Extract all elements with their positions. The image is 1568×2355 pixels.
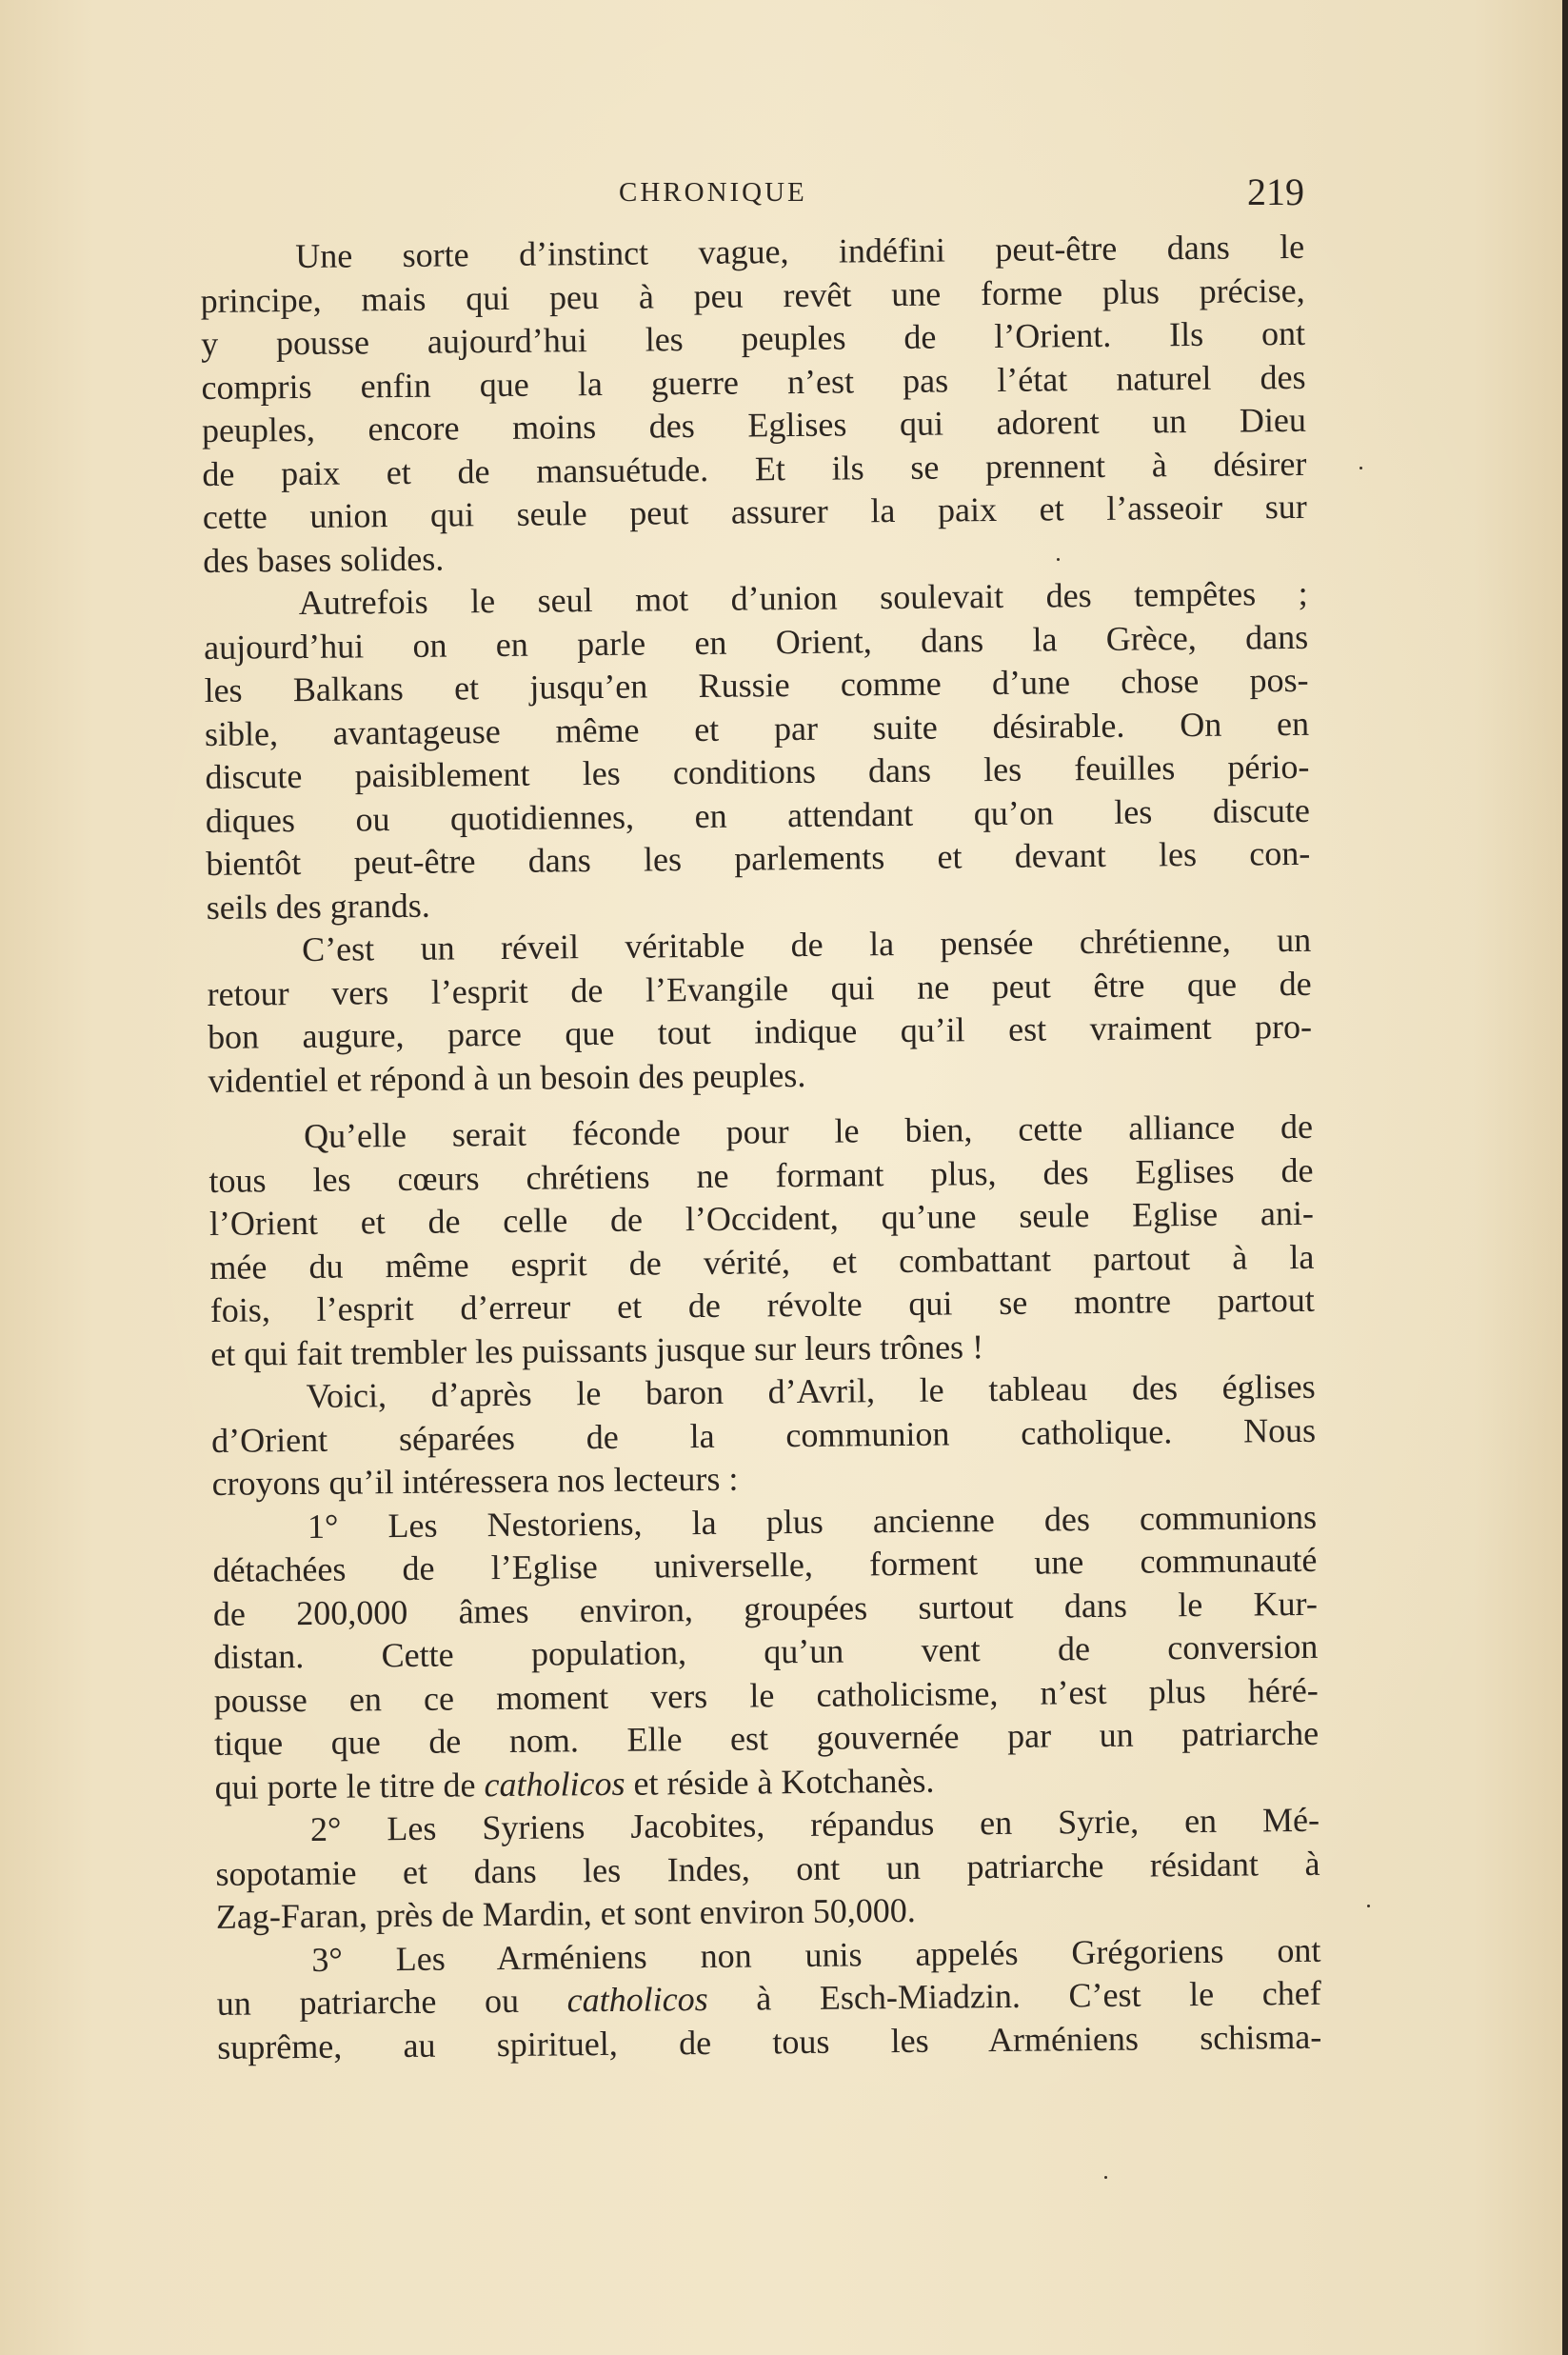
text-line: pousse en ce moment vers le catholicisme, n’est plus héré-: [213, 1670, 1319, 1720]
text-line: Qu’elle serait féconde pour le bien, cette alliance de: [303, 1107, 1314, 1155]
text-line: 2° Les Syriens Jacobites, répandus en Syrie, en Mé-: [309, 1800, 1320, 1848]
text-line: principe, mais qui peu à peu revêt une forme plus précise,: [200, 270, 1305, 320]
text-line: de 200,000 âmes environ, groupées surtout dans le Kur-: [212, 1584, 1319, 1633]
text-line: compris enfin que la guerre n’est pas l’état naturel des: [201, 357, 1306, 407]
text-line: 3° Les Arméniens non unis appelés Grégoriens ont: [311, 1930, 1321, 1979]
text-line: 1° Les Nestoriens, la plus ancienne des communions: [307, 1497, 1318, 1546]
text-line: bientôt peut-être dans les parlements et devant les con-: [206, 833, 1311, 883]
text-line: retour vers l’esprit de l’Evangile qui ne peut être que de: [207, 964, 1312, 1013]
text-span: qui porte le titre de: [214, 1765, 485, 1806]
text-span: et réside à Kotchanès.: [625, 1761, 935, 1803]
text-line: cette union qui seule peut assurer la paix et l’asseoir sur: [202, 487, 1307, 536]
text-line: Zag-Faran, près de Mardin, et sont environ 50,000.: [215, 1890, 916, 1936]
text-line: de paix et de mansuétude. Et ils se prennent à désirer: [202, 444, 1307, 493]
paper-speck: [1367, 1905, 1370, 1907]
text-line: bon augure, parce que tout indique qu’il est vraiment pro-: [207, 1007, 1313, 1056]
text-line: fois, l’esprit d’erreur et de révolte qui se montre partout: [209, 1280, 1315, 1329]
text-line: des bases solides.: [203, 539, 445, 580]
text-line: Autrefois le seul mot d’union soulevait des tempêtes ;: [298, 573, 1308, 623]
text-line: Voici, d’après le baron d’Avril, le tableau des églises: [306, 1367, 1316, 1415]
text-line: sopotamie et dans les Indes, ont un patriarche résidant à: [215, 1844, 1320, 1893]
text-span: un patriarche ou: [216, 1981, 567, 2023]
text-span: à Esch-Miadzin. C’est le chef: [707, 1973, 1321, 2018]
text-line: mée du même esprit de vérité, et combattant partout à la: [209, 1237, 1315, 1287]
text-line: Une sorte d’instinct vague, indéfini peut-être dans le: [295, 227, 1305, 276]
text-line: peuples, encore moins des Eglises qui adorent un Dieu: [201, 400, 1307, 449]
page-number: 219: [1247, 170, 1304, 213]
text-line: tous les cœurs chrétiens ne formant plus, des Eglises de: [208, 1150, 1314, 1200]
running-head: CHRONIQUE: [619, 177, 807, 208]
paper-speck: [1057, 558, 1060, 561]
text-line: discute paisiblement les conditions dans les feuilles pério-: [205, 747, 1310, 796]
text-line: y pousse aujourd’hui les peuples de l’Orient. Ils ont: [200, 313, 1306, 363]
text-line: aujourd’hui on en parle en Orient, dans la Grèce, dans: [203, 617, 1309, 667]
text-line: tique que de nom. Elle est gouvernée par un patriarche: [214, 1713, 1320, 1763]
text-line: et qui fait trembler les puissants jusque sur leurs trônes !: [210, 1327, 984, 1373]
text-line: suprême, au spirituel, de tous les Arméniens schisma-: [217, 2017, 1322, 2066]
text-line: d’Orient séparées de la communion catholique. Nous: [210, 1410, 1317, 1460]
page-header: [200, 170, 1304, 219]
text-line: C’est un réveil véritable de la pensée chrétienne, un: [302, 920, 1312, 969]
body-text: [200, 226, 1321, 2069]
paper-speck: [1360, 467, 1362, 469]
text-line: sible, avantageuse même et par suite désirable. On en: [204, 704, 1310, 753]
text-line: diques ou quotidiennes, en attendant qu’on les discute: [205, 790, 1311, 840]
page-edge-shadow: [1562, 0, 1568, 2355]
text-line: distan. Cette population, qu’un vent de conversion: [213, 1627, 1319, 1676]
text-line: détachées de l’Eglise universelle, forment une communauté: [212, 1540, 1318, 1589]
text-line: l’Orient et de celle de l’Occident, qu’une seule Eglise ani-: [208, 1193, 1315, 1243]
text-line: seils des grands.: [206, 886, 430, 927]
italic-term: catholicos: [484, 1764, 625, 1804]
text-line: croyons qu’il intéressera nos lecteurs :: [211, 1459, 739, 1503]
text-line: videntiel et répond à un besoin des peuples.: [208, 1055, 806, 1100]
italic-term: catholicos: [566, 1979, 708, 2020]
text-line: les Balkans et jusqu’en Russie comme d’une chose pos-: [204, 660, 1309, 709]
paper-speck: [1104, 2176, 1107, 2179]
